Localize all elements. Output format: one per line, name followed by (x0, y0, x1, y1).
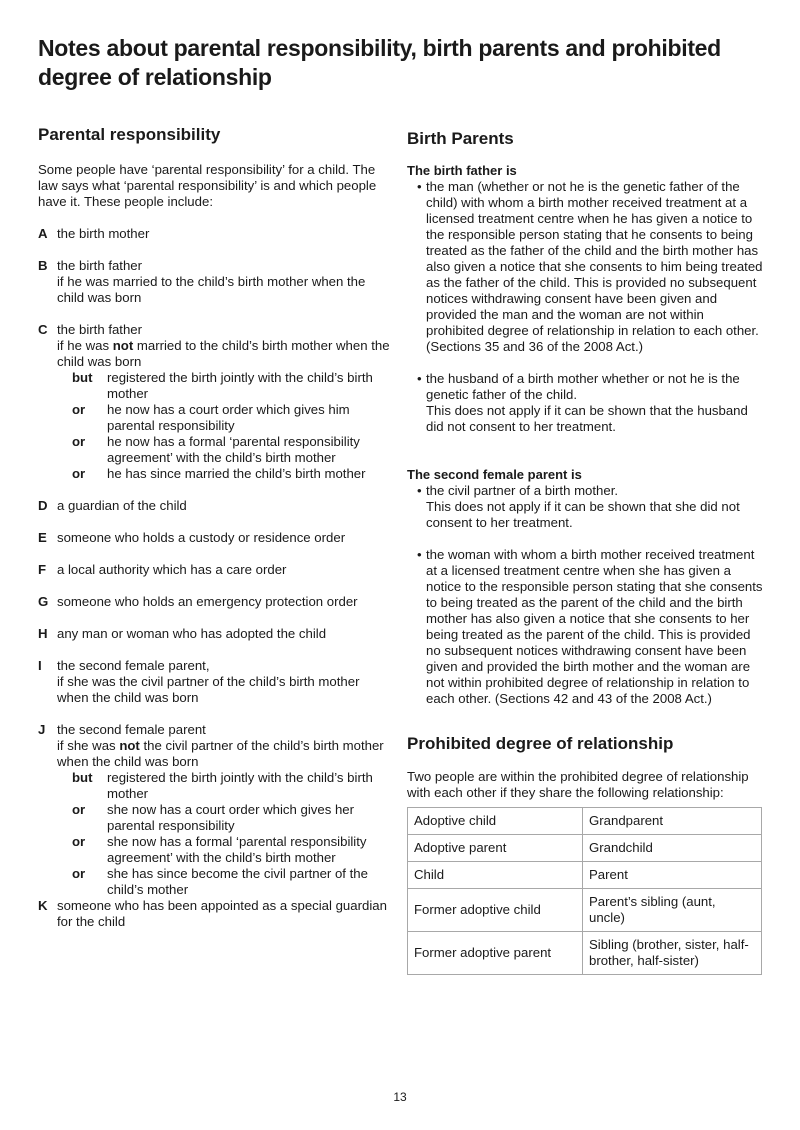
birth-father-heading: The birth father is (407, 163, 517, 178)
bullet-item: • the civil partner of a birth mother. This does not apply if it can be shown that she did not consent to her treatment. (417, 483, 740, 530)
condition-item: or she has since become the civil partner of the child’s mother (72, 866, 368, 897)
table-row: Former adoptive parent Sibling (brother, sister, half-brother, half-sister) (408, 932, 762, 975)
item-detail: if she was not the civil partner of the child’s birth mother when the child was born (57, 738, 384, 769)
list-item-c (38, 322, 394, 482)
prohibited-degree-section (407, 733, 763, 975)
list-item-i: I the second female parent, if she was the civil partner of the child’s birth mother when the child was born (38, 658, 394, 706)
bullet-item: • the woman with whom a birth mother received treatment at a licensed treatment centre when she has given a notice to the responsible person stating that she consents to being treated as the parent of the child and the birth mother has also given a notice that she consents to her being treated as the parent of the child. This is provided no subsequent notices withdrawing consent have been given and provided the birth mother and the woman are not within prohibited degree of relationship in relation to each other. (Sections 42 and 43 of the 2008 Act.) (417, 547, 763, 706)
parental-responsibility-section (38, 124, 394, 946)
list-item-f: F a local authority which has a care order (38, 562, 394, 578)
condition-item: or he now has a court order which gives him parental responsibility (72, 402, 350, 433)
item-text: a local authority which has a care order (57, 562, 287, 577)
list-item-j: J the second female parent if she was not the civil partner of the child’s birth mother when the child was born but registered the birth jointly with the child’s birth mother or she now has a court order which gives her parental responsibility or she now has a formal ‘parental responsibility agreement’ with the child’s birth mother or she has since become the civil partner of the child’s mother (38, 722, 394, 898)
item-letter: A (38, 226, 48, 241)
item-text: the second female parent (57, 722, 206, 737)
page-number: 13 (393, 1090, 407, 1104)
section-heading: Birth Parents (407, 129, 514, 148)
list-item-k: K someone who has been appointed as a special guardian for the child (38, 898, 394, 930)
second-female-parent-heading: The second female parent is (407, 467, 582, 482)
bullet-item: • the husband of a birth mother whether or not he is the genetic father of the child. This does not apply if it can be shown that the husband did not consent to her treatment. (417, 371, 748, 434)
item-text: someone who holds a custody or residence order (57, 530, 346, 545)
item-detail: if she was the civil partner of the child’s birth mother when the child was born (57, 674, 360, 705)
condition-item: or he now has a formal ‘parental responsibility agreement’ with the child’s birth mother (72, 434, 360, 465)
bullet-item: • the man (whether or not he is the genetic father of the child) with whom a birth mother received treatment at a licensed treatment centre when he has given a notice to the responsible person stating that he consents to being treated as the father of the child and the birth mother has also given a notice that she consents to him being treated as the father of the child. This is provided no subsequent notices withdrawing consent have been given and provided the man and the woman are not within prohibited degree of relationship in relation to each other. (Sections 35 and 36 of the 2008 Act.) (417, 179, 763, 354)
list-item-h: H any man or woman who has adopted the child (38, 626, 394, 642)
item-text: the birth mother (57, 226, 150, 241)
item-letter: B (38, 258, 48, 273)
table-row: Former adoptive child Parent’s sibling (aunt, uncle) (408, 889, 762, 932)
bullet-icon: • (417, 179, 422, 194)
condition-item: but registered the birth jointly with the child’s birth mother (72, 370, 373, 401)
intro-paragraph: Two people are within the prohibited degree of relationship with each other if they share the following relationship: (407, 769, 749, 800)
table-row: Adoptive parent Grandchild (408, 835, 762, 862)
item-text: someone who has been appointed as a special guardian for the child (57, 898, 387, 929)
list-item-d: D a guardian of the child (38, 498, 394, 514)
list-item-a (38, 226, 394, 242)
condition-item: but registered the birth jointly with the child’s birth mother (72, 770, 373, 801)
item-text: a guardian of the child (57, 498, 187, 513)
bullet-icon: • (417, 371, 422, 386)
page-title: Notes about parental responsibility, birth parents and prohibited degree of relationship (38, 35, 721, 90)
condition-item: or she now has a court order which gives her parental responsibility (72, 802, 355, 833)
birth-parents-section (407, 128, 763, 975)
relationship-table (407, 807, 762, 975)
table-row: Child Parent (408, 862, 762, 889)
item-letter: C (38, 322, 48, 337)
condition-list (72, 370, 394, 482)
condition-item: or she now has a formal ‘parental responsibility agreement’ with the child’s birth mother (72, 834, 367, 865)
condition-item: or he has since married the child’s birth mother (72, 466, 366, 481)
condition-list (72, 770, 394, 898)
list-item-b (38, 258, 394, 306)
item-text: the second female parent, (57, 658, 210, 673)
intro-paragraph: Some people have ‘parental responsibility’ for a child. The law says what ‘parental responsibility’ is and which people have it. These people include: (38, 162, 377, 209)
list-item-g: G someone who holds an emergency protection order (38, 594, 394, 610)
item-text: any man or woman who has adopted the child (57, 626, 327, 641)
list-item-e: E someone who holds a custody or residence order (38, 530, 394, 546)
table-row: Adoptive child Grandparent (408, 808, 762, 835)
bullet-icon: • (417, 547, 422, 562)
item-detail: if he was not married to the child’s birth mother when the child was born (57, 338, 390, 369)
item-text: the birth father (57, 258, 143, 273)
item-text: someone who holds an emergency protection order (57, 594, 358, 609)
item-text: the birth father (57, 322, 143, 337)
section-heading: Parental responsibility (38, 125, 221, 144)
item-detail: if he was married to the child’s birth mother when the child was born (57, 274, 366, 305)
section-heading: Prohibited degree of relationship (407, 734, 674, 753)
bullet-icon: • (417, 483, 422, 498)
